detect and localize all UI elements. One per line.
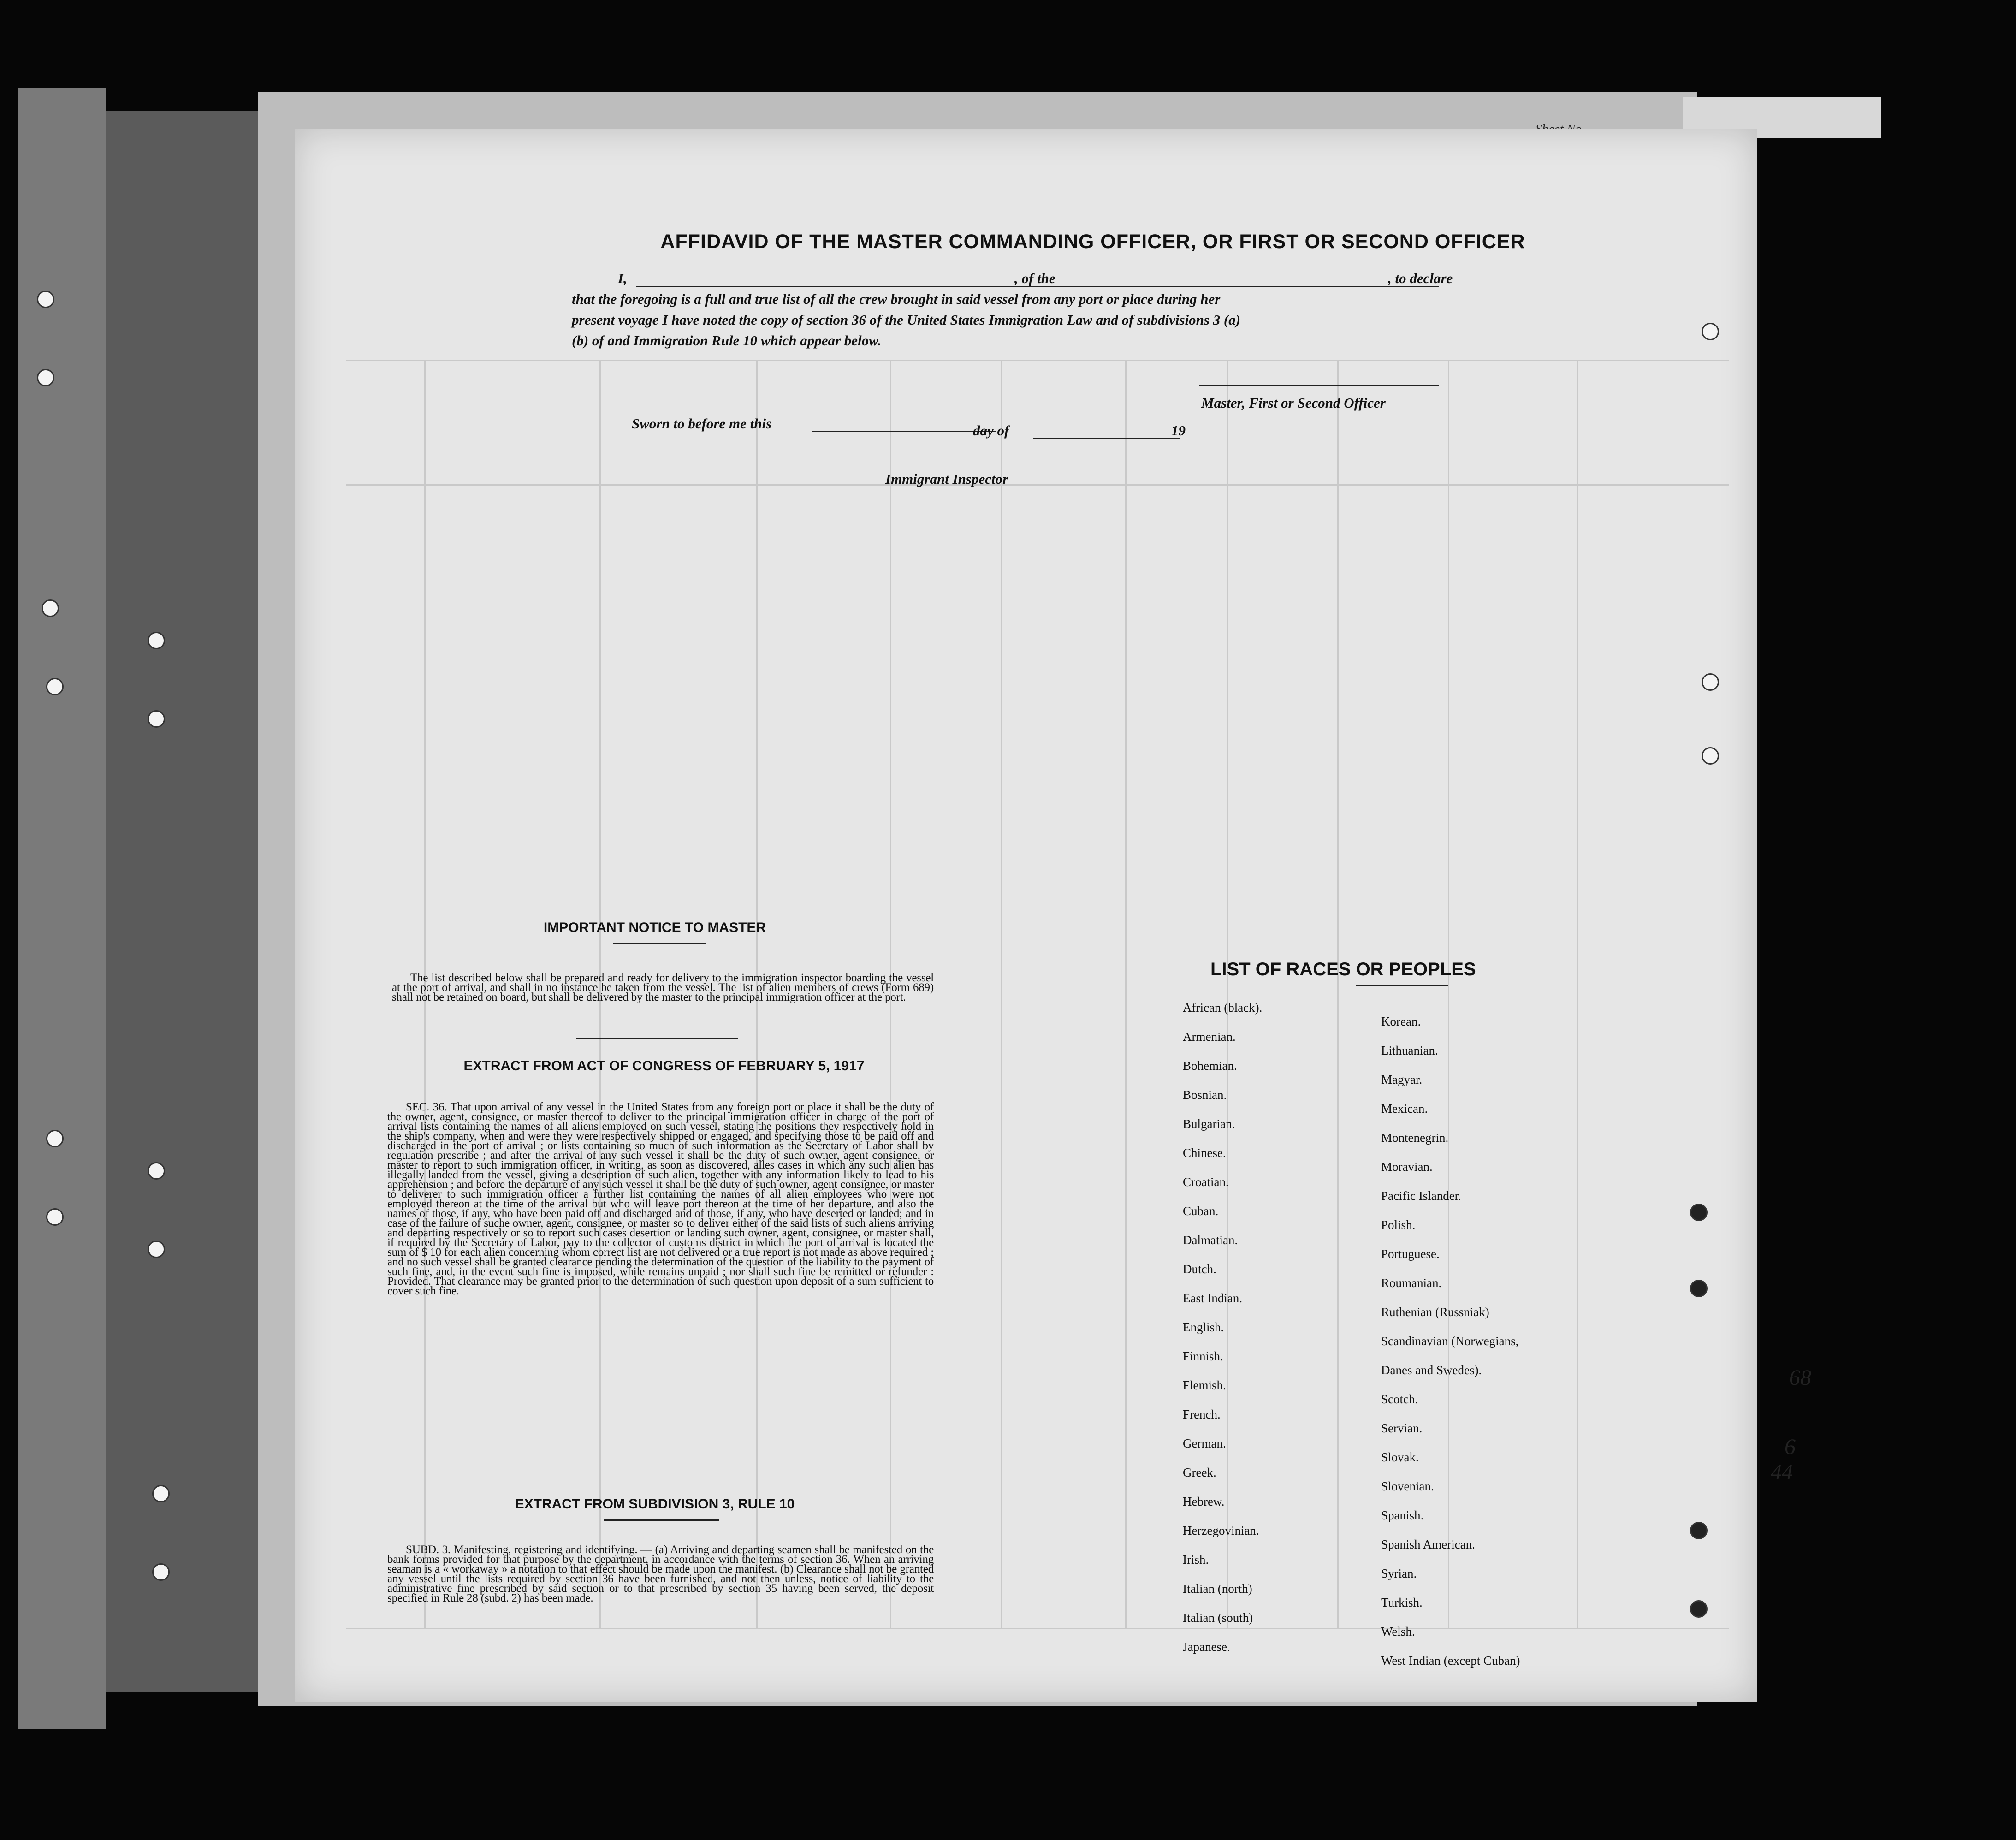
race-item: Bohemian. [1183, 1059, 1237, 1073]
affidavit-to-declare: , to declare [1388, 270, 1453, 286]
race-item: East Indian. [1183, 1291, 1242, 1305]
notice-text: The list described below shall be prepared and ready for delivery to the immigration inspector boarding the vessel at the port of arrival, and shall in no instance be taken from the vessel. The list of alien members of crews (Form 689) shall not be retained on board, but shall be delivered by the master to the principal immigration officer at the port. [392, 972, 934, 1003]
race-item: Lithuanian. [1381, 1044, 1438, 1057]
races-heading-rule [1356, 985, 1448, 986]
race-item: Polish. [1381, 1218, 1416, 1232]
master-label: Master, First or Second Officer [1201, 395, 1386, 411]
inspector-label: Immigrant Inspector [885, 471, 1008, 487]
punch-hole [1690, 1204, 1708, 1221]
race-item: Scotch. [1381, 1392, 1418, 1406]
day-of-text: day of [973, 422, 1009, 439]
vessel-blank-line [1079, 286, 1439, 287]
race-item: Chinese. [1183, 1146, 1226, 1160]
race-item: Scandinavian (Norwegians, [1381, 1334, 1519, 1348]
race-item: Dalmatian. [1183, 1233, 1238, 1247]
sworn-day-line [812, 431, 996, 432]
race-item: Spanish. [1381, 1508, 1424, 1522]
punch-hole [42, 599, 59, 617]
race-item: Hebrew. [1183, 1495, 1225, 1508]
punch-hole [1690, 1600, 1708, 1618]
ghost-line [1577, 360, 1578, 1628]
affidavit-i: I, [618, 270, 627, 286]
races-column-2 [1381, 1015, 1520, 1683]
punch-hole [37, 291, 54, 308]
race-item: Finnish. [1183, 1349, 1223, 1363]
punch-hole [1690, 1522, 1708, 1539]
races-heading: LIST OF RACES OR PEOPLES [1210, 959, 1476, 979]
race-item: Spanish American. [1381, 1537, 1475, 1551]
race-item: Turkish. [1381, 1596, 1423, 1609]
act-heading: EXTRACT FROM ACT OF CONGRESS OF FEBRUARY 5, 1917 [463, 1058, 865, 1074]
ghost-line [346, 360, 1729, 361]
race-item: Dutch. [1183, 1262, 1216, 1276]
race-item: Croatian. [1183, 1175, 1229, 1189]
notice-end-rule [576, 1038, 738, 1039]
notice-heading: IMPORTANT NOTICE TO MASTER [543, 920, 766, 935]
punch-hole [148, 1162, 165, 1180]
race-item: West Indian (except Cuban) [1381, 1654, 1520, 1668]
punch-hole [46, 678, 64, 695]
race-item: English. [1183, 1320, 1224, 1334]
race-item: Slovak. [1381, 1450, 1419, 1464]
race-item: Korean. [1381, 1015, 1421, 1028]
race-item: Servian. [1381, 1421, 1423, 1435]
underlying-sheet-left [18, 88, 106, 1729]
punch-hole [148, 1241, 165, 1258]
race-item: Ruthenian (Russniak) [1381, 1305, 1489, 1319]
race-item: Moravian. [1381, 1160, 1433, 1174]
race-item: Italian (south) [1183, 1611, 1253, 1625]
race-item: Greek. [1183, 1466, 1216, 1479]
race-item: African (black). [1183, 1001, 1263, 1015]
affidavit-title: AFFIDAVID OF THE MASTER COMMANDING OFFICER, OR FIRST OR SECOND OFFICER [660, 231, 1525, 253]
race-item: Mexican. [1381, 1102, 1428, 1116]
race-item: Cuban. [1183, 1204, 1219, 1218]
ghost-line [1337, 360, 1339, 1628]
punch-hole [148, 632, 165, 649]
race-item: Danes and Swedes). [1381, 1363, 1482, 1377]
punch-hole [152, 1563, 170, 1581]
race-item: Welsh. [1381, 1625, 1415, 1638]
month-line [1033, 438, 1180, 439]
race-item: Bulgarian. [1183, 1117, 1235, 1131]
affidavit-line-4: (b) of and Immigration Rule 10 which appear below. [572, 332, 882, 349]
year-text: 19 [1171, 422, 1186, 439]
punch-hole [46, 1130, 64, 1147]
race-item: Bosnian. [1183, 1088, 1227, 1102]
rule-heading: EXTRACT FROM SUBDIVISION 3, RULE 10 [515, 1496, 795, 1512]
affidavit-of-the: , of the [1014, 270, 1055, 286]
ghost-line [346, 1628, 1729, 1629]
ghost-line [1125, 360, 1127, 1628]
race-item: Portuguese. [1381, 1247, 1440, 1261]
punch-hole [1702, 747, 1719, 765]
margin-note: 6 [1785, 1435, 1796, 1459]
punch-hole [1702, 323, 1719, 340]
race-item: Japanese. [1183, 1640, 1230, 1654]
race-item: Flemish. [1183, 1378, 1226, 1392]
margin-note: 68 [1789, 1365, 1811, 1390]
race-item: Magyar. [1381, 1073, 1423, 1086]
master-signature-line [1199, 385, 1439, 386]
punch-hole [1690, 1280, 1708, 1297]
punch-hole [37, 369, 54, 386]
notice-heading-rule [613, 943, 706, 944]
affidavit-line-2: that the foregoing is a full and true list of all the crew brought in said vessel from any port or place during her [572, 291, 1221, 307]
race-item: Syrian. [1381, 1567, 1417, 1580]
sworn-text: Sworn to before me this [632, 415, 772, 432]
race-item: Irish. [1183, 1553, 1209, 1567]
race-item: Slovenian. [1381, 1479, 1434, 1493]
race-item: Italian (north) [1183, 1582, 1252, 1596]
margin-note: 44 [1771, 1460, 1793, 1484]
race-item: German. [1183, 1436, 1226, 1450]
rule-text: SUBD. 3. Manifesting, registering and identifying. — (a) Arriving and departing seamen shall be manifested on the bank forms provided for that purpose by the department, in accordance with the terms of section 36. When an arriving seaman is a « workaway » a notation to that effect should be made upon the manifest. (b) Clearance shall not be granted any vessel until the lists required by section 36 have been furnished, and not then unless, notice of liability to the administrative fine prescribed by said section or to that prescribed by section 35 having been served, the deposit specified in Rule 28 (subd. 2) has been made. [387, 1543, 934, 1604]
underlying-sheet-dark [106, 111, 258, 1692]
act-text: SEC. 36. That upon arrival of any vessel in the United States from any foreign port or place it shall be the duty of the owner, agent, consignee, or master thereof to deliver to the principal immigration officer in charge of the port of arrival lists containing the names of all aliens employed on such vessel, stating the positions they respectively hold in the ship's company, when and were they were respectively shipped or engaged, and specifying those to be paid off and discharged in the port of arrival ; or lists containing so much of such information as the Secretary of Labor shall by regulation prescribe ; and after the arrival of any such vessel it shall be the duty of such owner, agent consignee, or master to report to such immigration officer, in writing, as soon as discovered, alles cases in which any such alien has illegally landed from the vessel, giving a description of such alien, together with any information likely to lead to his apprehension ; and before the departure of any such vessel it shall be the duty of such owner, agent consignee, or master to deliverer to such immigration officer a further list containing the names of all alien employees who were not employed thereon at the time of the arrival but who will leave port thereon at the time of her departure, and also the names of those, if any, who have been paid off and discharged and of those, if any, who have deserted or landed; and in case of the failure of suche owner, agent, consignee, or master so to deliver either of the said lists of such aliens arriving and departing respectively or so to report such cases desertion or landing such owner, agent, consignee, or master shall, if required by the Secretary of Labor, pay to the collector of customs district in which the port of arrival is located the sum of $ 10 for each alien concerning whom correct list are not delivered or a true report is not made as above required ; and no such vessel shall be granted clearance pending the determination of the question of the liability to the payment of such fine, and, in the event such fine is imposed, while remains unpaid ; nor shall such fine be remitted or refunder : Provided. That clearance may be granted prior to the determination of such question upon deposit of a sum sufficient to cover such fine. [387, 1101, 934, 1297]
race-item: Armenian. [1183, 1030, 1236, 1044]
race-item: Roumanian. [1381, 1276, 1442, 1290]
punch-hole [152, 1485, 170, 1502]
punch-hole [46, 1208, 64, 1226]
race-item: Montenegrin. [1381, 1131, 1449, 1145]
races-column-1 [1183, 1001, 1262, 1669]
race-item: French. [1183, 1407, 1221, 1421]
affidavit-line-3: present voyage I have noted the copy of section 36 of the United States Immigration Law and of subdivisions 3 (a) [572, 312, 1241, 328]
race-item: Pacific Islander. [1381, 1189, 1461, 1203]
race-item: Herzegovinian. [1183, 1524, 1259, 1537]
rule-heading-rule [604, 1519, 719, 1521]
ghost-line [1001, 360, 1002, 1628]
manifest-page [295, 129, 1757, 1702]
ghost-line [346, 484, 1729, 486]
punch-hole [1702, 673, 1719, 691]
punch-hole [148, 710, 165, 728]
